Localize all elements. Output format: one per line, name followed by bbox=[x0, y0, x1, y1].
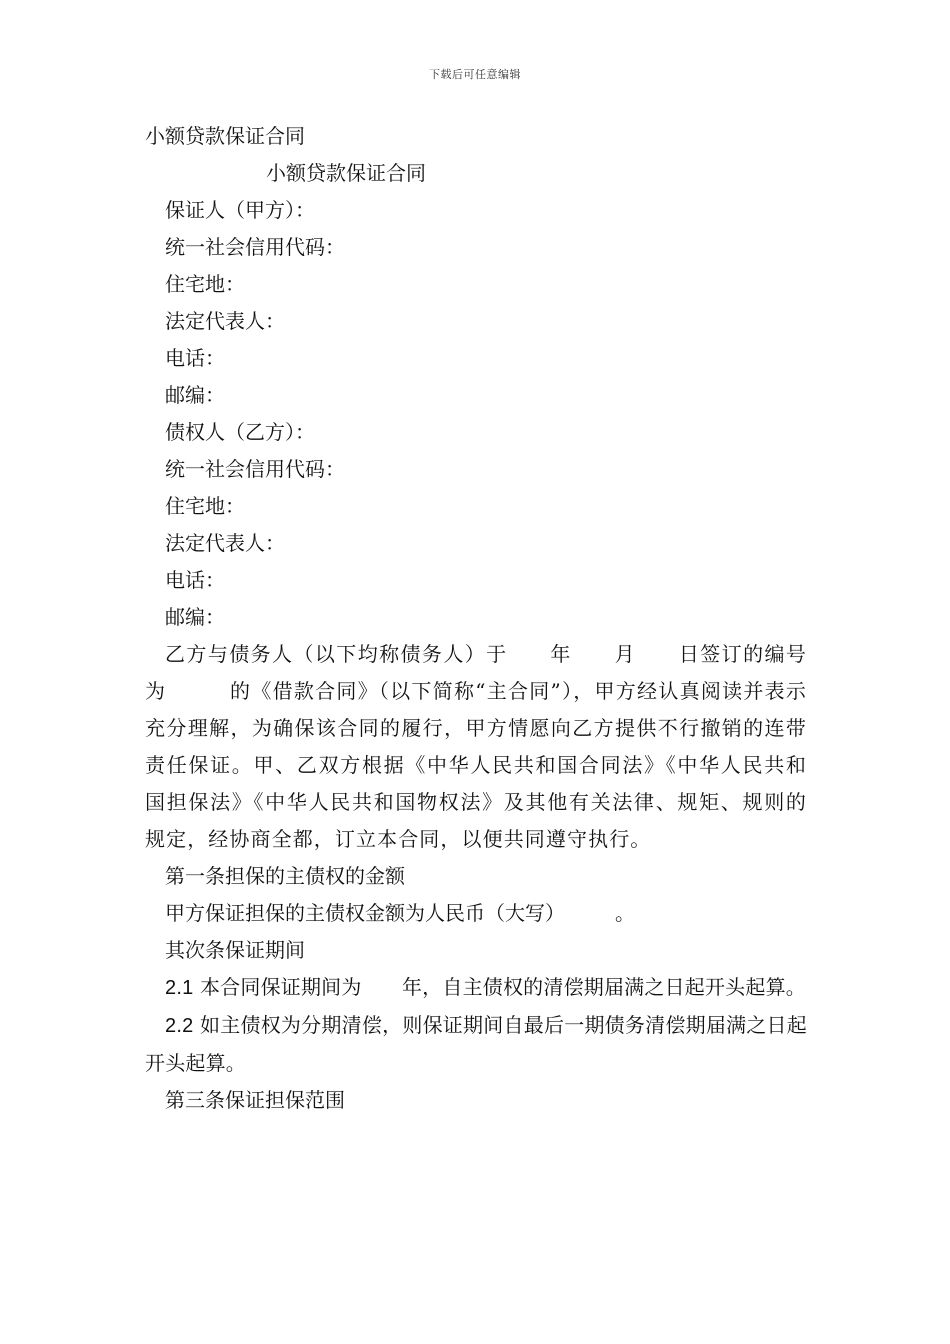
guarantor-legal-rep: 法定代表人： bbox=[165, 309, 285, 333]
guarantor-address: 住宅地： bbox=[165, 272, 245, 296]
clause-text: 本合同保证期间为 年，自主债权的清偿期届满之日起开头起算。 bbox=[193, 975, 806, 999]
creditor-legal-rep: 法定代表人： bbox=[165, 531, 285, 555]
article-2-1-paragraph bbox=[145, 969, 807, 1007]
preamble-paragraph: 乙方与债务人（以下均称债务人）于 年 月 日签订的编号为 的《借款合同》（以下简称“主合同”），甲方经认真阅读并表示充分理解，为确保该合同的履行，甲方情愿向乙方提供不行撤销的连带责任保证。甲、乙双方根据《中华人民共和国合同法》《中华人民共和国担保法》《中华人民共和国物权法》及其他有关法律、规矩、规则的规定，经协商全都，订立本合同，以便共同遵守执行。 bbox=[145, 642, 807, 851]
creditor-address: 住宅地： bbox=[165, 494, 245, 518]
clause-number: 2.2 bbox=[165, 1015, 194, 1037]
guarantor-phone: 电话： bbox=[165, 346, 225, 370]
creditor-postcode: 邮编： bbox=[165, 605, 225, 629]
guarantor-credit-code: 统一社会信用代码： bbox=[165, 235, 345, 259]
creditor-phone: 电话： bbox=[165, 568, 225, 592]
article-3-title: 第三条保证担保范围 bbox=[165, 1088, 345, 1112]
clause-number: 2.1 bbox=[165, 977, 194, 999]
document-title: 小额贷款保证合同 bbox=[145, 124, 305, 148]
guarantor-party: 保证人（甲方）： bbox=[165, 198, 315, 222]
article-1-title: 第一条担保的主债权的金额 bbox=[165, 864, 405, 888]
creditor-party: 债权人（乙方）： bbox=[165, 420, 315, 444]
article-2-title: 其次条保证期间 bbox=[165, 938, 305, 962]
document-title-centered: 小额贷款保证合同 bbox=[266, 161, 426, 185]
article-1-body: 甲方保证担保的主债权金额为人民币（大写） 。 bbox=[165, 901, 635, 925]
creditor-credit-code: 统一社会信用代码： bbox=[165, 457, 345, 481]
document-body bbox=[145, 118, 807, 1119]
page-header-note: 下载后可任意编辑 bbox=[429, 68, 521, 81]
article-2-2-paragraph bbox=[145, 1007, 807, 1082]
guarantor-postcode: 邮编： bbox=[165, 383, 225, 407]
clause-text: 如主债权为分期清偿，则保证期间自最后一期债务清偿期届满之日起开头起算。 bbox=[145, 1013, 807, 1075]
